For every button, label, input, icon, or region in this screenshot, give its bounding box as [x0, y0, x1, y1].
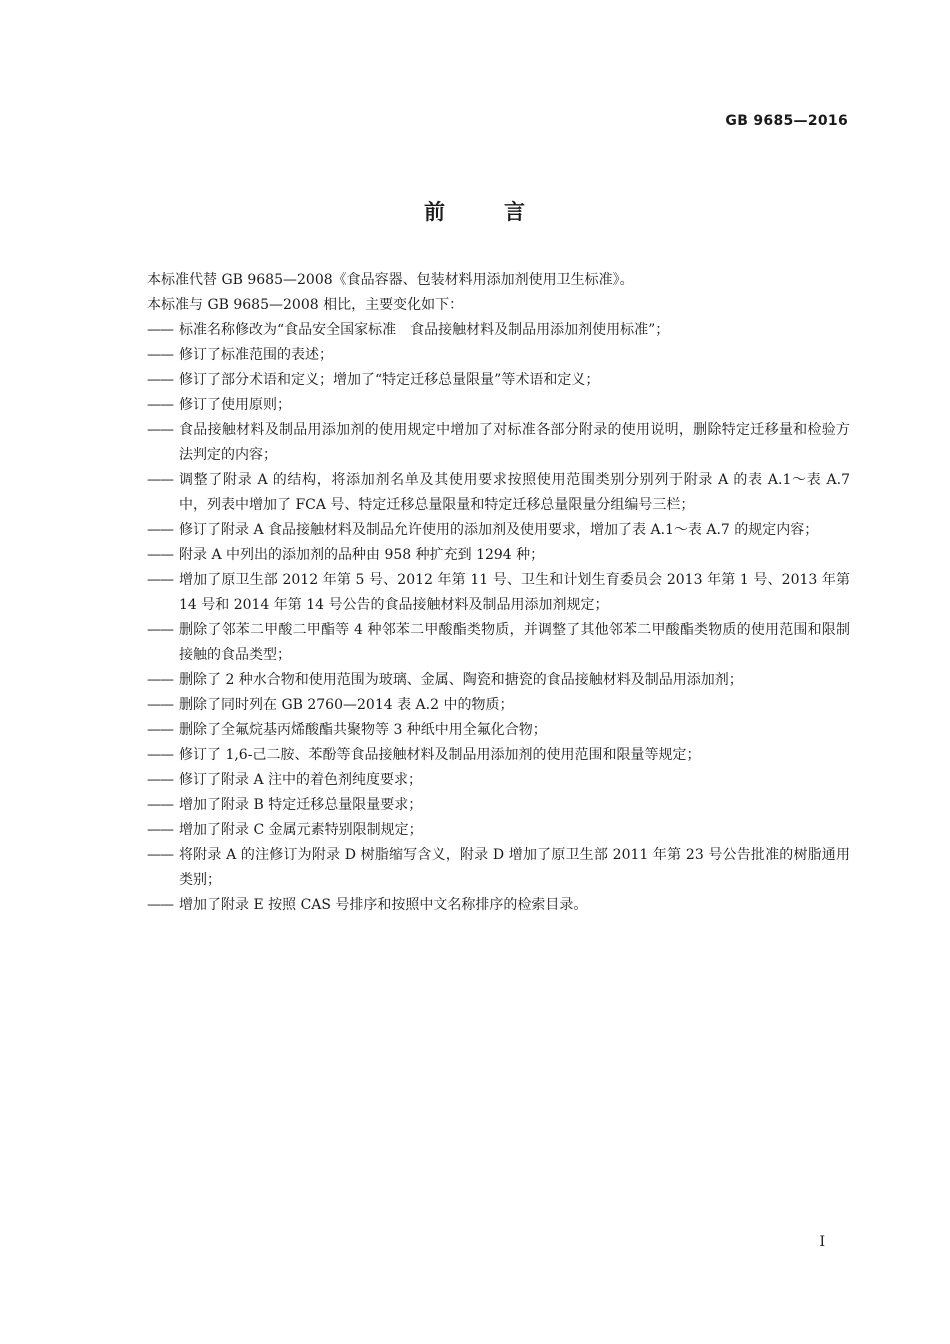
dash-mark: —— [147, 547, 173, 563]
change-item [147, 718, 850, 743]
change-text: 修订了标准范围的表述； [179, 347, 333, 363]
change-text: 增加了附录 C 金属元素特别限制规定； [179, 822, 423, 838]
dash-mark: —— [147, 847, 173, 863]
change-text: 修订了附录 A 注中的着色剂纯度要求； [179, 772, 423, 788]
page-title [0, 196, 950, 226]
change-text: 附录 A 中列出的添加剂的品种由 958 种扩充到 1294 种； [179, 547, 545, 563]
page-title-part1: 前 [424, 200, 446, 224]
dash-mark: —— [147, 322, 173, 338]
change-text: 将附录 A 的注修订为附录 D 树脂缩写含义，附录 D 增加了原卫生部 2011 年第 23 号公告批准的树脂通用类别； [179, 847, 850, 888]
change-text: 调整了附录 A 的结构，将添加剂名单及其使用要求按照使用范围类别分别列于附录 A 的表 A.1～表 A.7 中，列表中增加了 FCA 号、特定迁移总量限量和特定迁移总量限量分组编号三栏； [179, 472, 850, 513]
change-text: 食品接触材料及制品用添加剂的使用规定中增加了对标准各部分附录的使用说明，删除特定迁移量和检验方法判定的内容； [179, 422, 850, 463]
change-item [147, 893, 850, 918]
change-item [147, 618, 850, 668]
change-item [147, 818, 850, 843]
change-text: 增加了附录 B 特定迁移总量限量要求； [179, 797, 423, 813]
dash-mark: —— [147, 822, 173, 838]
change-item [147, 668, 850, 693]
change-item [147, 418, 850, 468]
change-text: 删除了全氟烷基丙烯酸酯共聚物等 3 种纸中用全氟化合物； [179, 722, 547, 738]
page-number: I [819, 1234, 825, 1250]
preface-body [147, 268, 850, 918]
intro-paragraph: 本标准与 GB 9685—2008 相比，主要变化如下： [147, 297, 464, 313]
change-item [147, 543, 850, 568]
dash-mark: —— [147, 897, 173, 913]
change-text: 修订了使用原则； [179, 397, 291, 413]
dash-mark: —— [147, 422, 173, 438]
change-text: 标准名称修改为“食品安全国家标准 食品接触材料及制品用添加剂使用标准”； [179, 322, 670, 338]
change-text: 增加了原卫生部 2012 年第 5 号、2012 年第 11 号、卫生和计划生育委员会 2013 年第 1 号、2013 年第 14 号和 2014 年第 14 号公告的食品接触材料及制品用添加剂规定； [179, 572, 850, 613]
change-item [147, 743, 850, 768]
change-text: 删除了同时列在 GB 2760—2014 表 A.2 中的物质； [179, 697, 514, 713]
change-item [147, 393, 850, 418]
change-text: 修订了附录 A 食品接触材料及制品允许使用的添加剂及使用要求，增加了表 A.1～表 A.7 的规定内容； [179, 522, 819, 538]
dash-mark: —— [147, 797, 173, 813]
dash-mark: —— [147, 472, 173, 488]
change-text: 删除了邻苯二甲酸二甲酯等 4 种邻苯二甲酸酯类物质，并调整了其他邻苯二甲酸酯类物质的使用范围和限制接触的食品类型； [179, 622, 850, 663]
dash-mark: —— [147, 572, 173, 588]
intro-paragraph: 本标准代替 GB 9685—2008《食品容器、包装材料用添加剂使用卫生标准》。 [147, 272, 634, 288]
change-item [147, 843, 850, 893]
dash-mark: —— [147, 697, 173, 713]
dash-mark: —— [147, 397, 173, 413]
change-item [147, 518, 850, 543]
change-item [147, 568, 850, 618]
dash-mark: —— [147, 722, 173, 738]
change-item [147, 368, 850, 393]
dash-mark: —— [147, 672, 173, 688]
change-item [147, 318, 850, 343]
change-text: 修订了 1,6-己二胺、苯酚等食品接触材料及制品用添加剂的使用范围和限量等规定； [179, 747, 701, 763]
change-text: 增加了附录 E 按照 CAS 号排序和按照中文名称排序的检索目录。 [179, 897, 588, 913]
dash-mark: —— [147, 622, 173, 638]
dash-mark: —— [147, 522, 173, 538]
change-text: 删除了 2 种水合物和使用范围为玻璃、金属、陶瓷和搪瓷的食品接触材料及制品用添加剂； [179, 672, 743, 688]
change-item [147, 693, 850, 718]
change-item [147, 468, 850, 518]
page-title-part2: 言 [504, 200, 526, 224]
change-item [147, 768, 850, 793]
change-item [147, 343, 850, 368]
change-item [147, 793, 850, 818]
dash-mark: —— [147, 372, 173, 388]
dash-mark: —— [147, 347, 173, 363]
change-text: 修订了部分术语和定义；增加了“特定迁移总量限量”等术语和定义； [179, 372, 600, 388]
dash-mark: —— [147, 772, 173, 788]
dash-mark: —— [147, 747, 173, 763]
standard-number: GB 9685—2016 [725, 113, 848, 129]
